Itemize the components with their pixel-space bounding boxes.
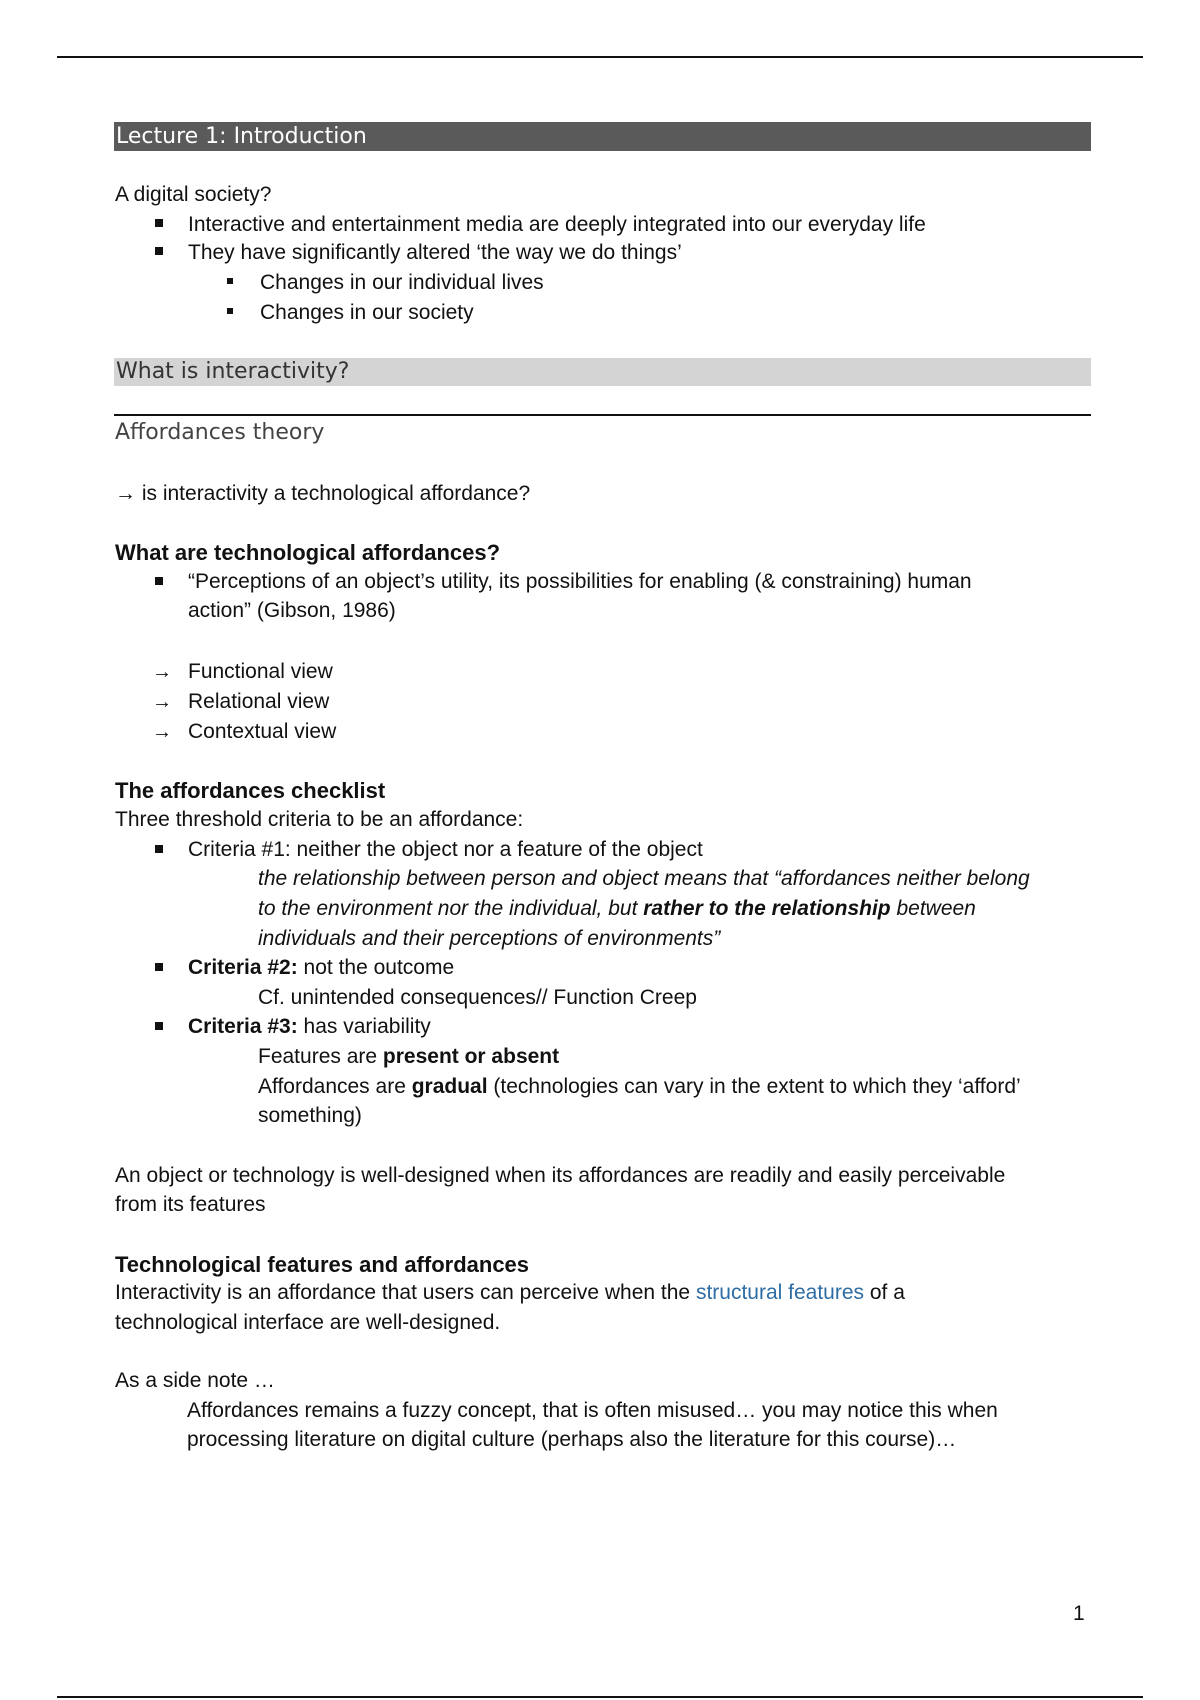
criteria-1-detail-text: to the environment nor the individual, but [258,897,644,920]
tech-features-heading: Technological features and affordances [115,1252,530,1277]
criteria-3 [188,1013,431,1041]
view-functional: Functional view [188,660,333,683]
bullet-icon [155,1022,163,1030]
criteria-3-detail-2 [258,1073,1021,1101]
intro-sub-bullet-1: Changes in our individual lives [260,271,544,294]
criteria-1-detail-line-1 [258,865,1030,893]
view-contextual: Contextual view [188,720,337,743]
side-note-label: As a side note … [115,1369,275,1392]
affordances-theory-heading: Affordances theory [115,420,325,445]
tech-features-text: Interactivity is an affordance that users can perceive when the [115,1281,696,1304]
side-note-line-1: Affordances remains a fuzzy concept, that is often misused… you may notice this when [187,1399,998,1422]
checklist-intro: Three threshold criteria to be an affordance: [115,808,524,831]
lecture-header-band [114,122,1091,151]
arrow-right-icon: → [152,661,172,683]
criteria-3-detail-text: Features are [258,1045,383,1068]
page-number: 1 [1073,1602,1085,1625]
criteria-3-label: Criteria #3: [188,1015,298,1038]
criteria-1-detail-text: between [890,897,976,920]
section-title-interactivity: What is interactivity? [116,359,350,384]
section-rule [114,414,1091,416]
criteria-3-emphasis: present or absent [382,1045,560,1068]
criteria-3-detail-3: something) [258,1104,362,1127]
criteria-2-text: not the outcome [297,956,455,979]
gibson-quote-line-1: “Perceptions of an object’s utility, its possibilities for enabling (& constraining) human [188,570,972,593]
criteria-1-emphasis: rather to the relationship [643,897,891,920]
arrow-right-icon: → [152,721,172,743]
criteria-1-detail-line-2 [258,895,976,923]
tech-affordances-heading: What are technological affordances? [115,540,501,565]
view-relational: Relational view [188,690,330,713]
criteria-2-detail: Cf. unintended consequences// Function Creep [258,986,697,1009]
criteria-3-text: has variability [297,1015,431,1038]
bottom-rule [57,1696,1143,1698]
criteria-1-detail-line-3 [258,925,720,953]
intro-bullet-2: They have significantly altered ‘the way we do things’ [188,241,682,264]
criteria-1-detail-text: individuals and their perceptions of environments” [258,927,721,950]
intro-sub-bullet-2: Changes in our society [260,301,474,324]
sub-bullet-icon [227,278,233,284]
criteria-1-detail-text: the relationship between person and object means that “affordances neither belong [258,867,1030,890]
criteria-2-label: Criteria #2: [188,956,298,979]
intro-question: A digital society? [115,183,272,206]
sub-bullet-icon [227,308,233,314]
bullet-icon [155,247,163,255]
criteria-3-detail-text: (technologies can vary in the extent to which they ‘afford’ [487,1075,1021,1098]
checklist-heading: The affordances checklist [115,778,386,803]
section-band [114,358,1091,386]
criteria-2 [188,954,454,982]
lecture-title: Lecture 1: Introduction [116,124,367,149]
intro-bullet-1: Interactive and entertainment media are deeply integrated into our everyday life [188,213,926,236]
well-designed-line-2: from its features [115,1193,266,1216]
gibson-quote-line-2: action” (Gibson, 1986) [188,599,396,622]
tech-features-text: of a [864,1281,905,1304]
criteria-1: Criteria #1: neither the object nor a feature of the object [188,838,703,861]
criteria-3-detail-1 [258,1043,559,1071]
criteria-3-detail-text: Affordances are [258,1075,412,1098]
bullet-icon [155,219,163,227]
tech-features-line-1 [115,1279,905,1307]
bullet-icon [155,963,163,971]
arrow-right-icon: → [152,691,172,713]
bullet-icon [155,577,163,585]
affordance-question: → is interactivity a technological affordance? [115,482,531,505]
side-note-line-2: processing literature on digital culture (perhaps also the literature for this course)… [187,1428,957,1451]
criteria-3-emphasis: gradual [411,1075,488,1098]
well-designed-line-1: An object or technology is well-designed when its affordances are readily and easily perceivable [115,1164,1006,1187]
tech-features-line-2: technological interface are well-designed. [115,1311,501,1334]
structural-features-link[interactable]: structural features [695,1281,865,1304]
top-rule [57,56,1143,58]
bullet-icon [155,845,163,853]
